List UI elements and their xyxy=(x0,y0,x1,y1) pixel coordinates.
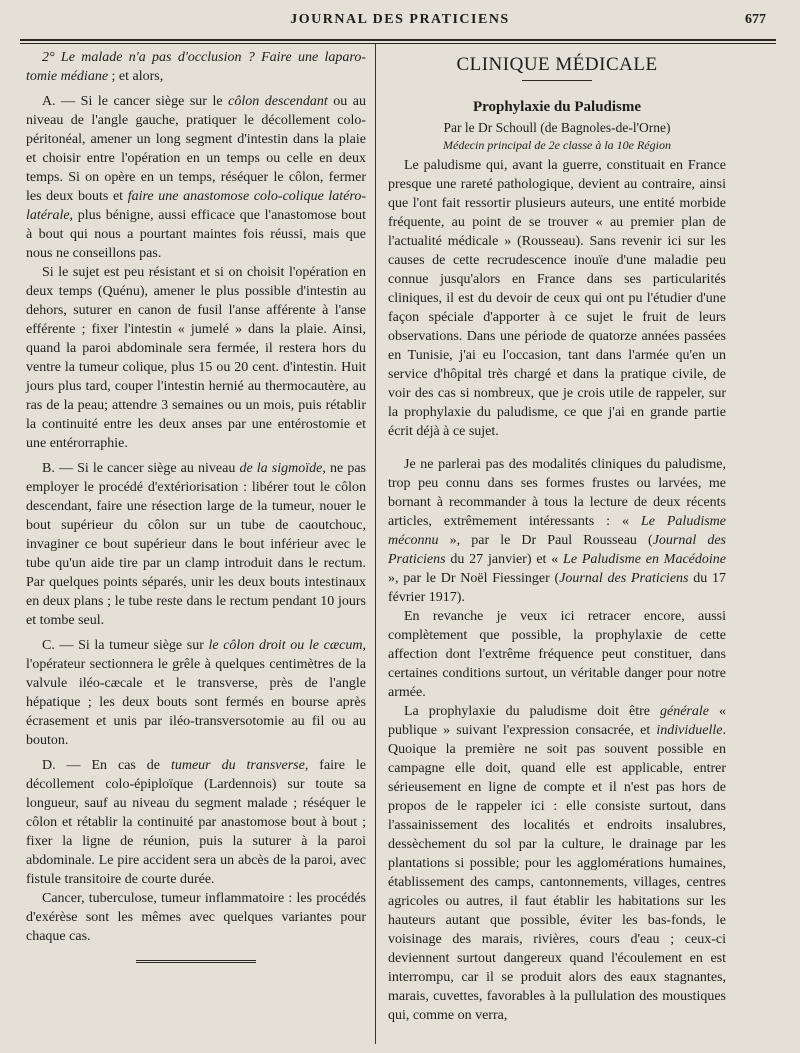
italic-text: de la sigmoïde xyxy=(239,461,323,476)
text-run: , plus bénigne, aussi efficace que l'anastomose bout à bout qui nous a pourtant maintes fois réussi, mais que nous ne conseillons pas. xyxy=(26,208,366,261)
italic-text: le côlon droit ou le cæcum xyxy=(208,638,363,653)
paragraph xyxy=(388,455,726,607)
text-run: Le paludisme qui, avant la guerre, constituait en France presque une rareté pathologique, devient au contraire, ainsi que l'ont fait ressortir plusieurs auteurs, une entité morbide fréquente, au point de se trouver « au premier plan de l'actualité médicale » (Rousseau). Sans revenir ici sur les causes de cette recrudescence inouïe d'une maladie peu connue jusqu'alors en France dans ses particularités cliniques, il est du devoir de ceux qui ont pu l'étudier d'une façon spéciale d'apporter à ce sujet le fruit de leurs observations. Dans une période de quatorze années passées en Tunisie, j'ai eu l'occasion, tant dans l'armée qu'en un service d'hôpital très chargé et dans la pratique civile, de voir des cas si nombreux, que je crois utile de rappeler, sur la prophylaxie du paludisme, ce que j'ai en grande partie écrit déjà à ce sujet. xyxy=(388,158,726,439)
text-run: En revanche je veux ici retracer encore, aussi complètement que possible, la prophylaxie de cette affection dont l'extrême fréquence peut constituer, dans certaines conditions surtout, un véritable danger pour notre armée. xyxy=(388,609,726,700)
left-column xyxy=(26,48,366,965)
italic-text: Le Paludisme méconnu xyxy=(388,514,726,548)
paragraph xyxy=(388,156,726,441)
header-rule-thin xyxy=(20,43,776,44)
author-title: Médecin principal de 2e classe à la 10e Région xyxy=(443,138,671,152)
column-divider xyxy=(375,44,376,1044)
italic-text: individuelle xyxy=(656,723,723,738)
text-run: du 17 février 1917). xyxy=(388,571,727,605)
text-run: D. — En cas de xyxy=(42,758,171,773)
header-rule xyxy=(20,39,776,41)
end-of-article-rule xyxy=(136,960,256,965)
text-run: , l'opérateur sectionnera le grêle à quelques centimètres de la valvule iléo-cæcale et le transverse, près de l'angle hépatique ; les deux bouts sont fermés en bourse après écrasement et unis par iléo-transversotomie au fil ou au bouton. xyxy=(26,638,366,748)
right-column xyxy=(388,48,726,1025)
journal-title: JOURNAL DES PRATICIENS xyxy=(290,12,510,27)
text-run: B. — Si le cancer siège au niveau xyxy=(42,461,240,476)
text-run: La prophylaxie du paludisme doit être xyxy=(404,704,660,719)
page-header xyxy=(20,12,780,34)
text-run: », par le Dr Paul Rousseau ( xyxy=(438,533,653,548)
italic-text: côlon descendant xyxy=(228,94,328,109)
article-byline: Par le Dr Schoull (de Bagnoles-de-l'Orne) xyxy=(443,120,671,135)
paragraph xyxy=(388,607,726,702)
text-run: . Quoique la première ne soit pas souvent possible en campagne elle doit, quand elle est applicable, entrer sérieusement en ligne de compte et il n'est pas hors de propos de le rappeler ici : elle consiste surtout, dans l'assainissement des localités et endroits insalubres, dessèchement du sol par la culture, le drainage par les plantations si possible; pour les agglomérations humaines, établissement des camps, cantonnements, villages, centres agricoles ou autres, il faut établir les habitations sur les hauteurs autant que possible, éviter les bas-fonds, le voisinage des marais, rivières, cours d'eau ; ceux-ci deviennent surtout dangereux quand l'écoulement en est interrompu, car il se produit alors des eaux stagnantes, marais, cuvettes, favorables à la pullulation des moustiques qui, comme on verra, xyxy=(388,723,726,1023)
paragraph xyxy=(26,889,366,946)
text-run: du 27 janvier) et « xyxy=(445,552,564,567)
text-run: , ne pas employer le procédé d'extériorisation : libérer tout le côlon descendant, faire une résection large de la tumeur, nouer le bout supérieur du côlon sur un tube de caoutchouc, invaginer ce bout supérieur dans le bout inférieur avec le tube qu'un aide tire par un clamp introduit dans le rectum. Par quelques points séparés, unir les deux bouts intestinaux en deux plans ; le tube reste dans le rectum pendant 10 jours et tombe seul. xyxy=(26,461,367,628)
text-run: « publique » suivant l'expression consacrée, et xyxy=(388,704,726,738)
title-rule xyxy=(522,80,592,81)
italic-text: Journal des Praticiens xyxy=(388,533,726,567)
paragraph-section-d xyxy=(26,756,366,889)
paragraph xyxy=(388,702,726,1025)
paragraph-section-a xyxy=(26,92,366,263)
text-run: , faire le décollement colo-épiploïque (Lardennois) sur toute sa longueur, sauf au niveau du segment malade ; réséquer le côlon et rétablir la continuité par anastomose bout à bout ; fixer la ligne de réunion, puis la suturer à la paroi abdominale. Le pire accident sera un abcès de la paroi, avec fistule transitoire de courte durée. xyxy=(26,758,366,887)
text-run: A. — Si le cancer siège sur le xyxy=(42,94,229,109)
italic-text: Le Paludisme en Macédoine xyxy=(563,552,726,567)
text-run: ; et alors, xyxy=(108,69,164,84)
italic-text: Journal des Praticiens xyxy=(559,571,689,586)
text-run: », par le Dr Noël Fiessinger ( xyxy=(388,571,560,586)
text-run: C. — Si la tumeur siège sur xyxy=(42,638,209,653)
text-run: Cancer, tuberculose, tumeur inflammatoire : les procédés d'exérèse sont les mêmes avec quelques variantes pour chaque cas. xyxy=(26,891,366,944)
article-title: Prophylaxie du Paludisme xyxy=(472,99,642,115)
italic-text: générale xyxy=(660,704,709,719)
section-title: CLINIQUE MÉDICALE xyxy=(456,54,658,75)
paragraph xyxy=(26,263,366,453)
paragraph-section-b xyxy=(26,459,366,630)
page-number: 677 xyxy=(745,12,766,27)
paragraph-section-c xyxy=(26,636,366,750)
text-run: ou au niveau de l'angle gauche, pratiquer le décollement colo-péritonéal, amener un long segment d'intestin dans la plaie et choisir entre l'opération en un temps ou celle en deux temps. Si on opère en un temps, réséquer le côlon, fermer les deux bouts et xyxy=(26,94,367,204)
text-run: Je ne parlerai pas des modalités cliniques du paludisme, trop peu connu dans ses formes frustes ou larvées, me bornant à recommander à tous la lecture de deux récents articles, extrêmement intéressants : « xyxy=(388,457,726,529)
italic-text: tumeur du transverse xyxy=(170,758,305,773)
italic-text: faire une anastomose colo-colique latéro-latérale xyxy=(26,189,366,223)
paragraph xyxy=(26,48,366,86)
italic-text: 2° Le malade n'a pas d'occlusion ? Faire une laparo-tomie médiane xyxy=(26,50,366,84)
text-run: Si le sujet est peu résistant et si on choisit l'opération en deux temps (Quénu), amener le plus possible d'intestin au dehors, suturer en canon de fusil l'anse afférente à l'anse efférente ; fixer l'intestin « jumelé » dans la plaie. Ainsi, quand la paroi abdominale sera fermée, il restera hors du ventre la tumeur colique, plus 15 ou 20 cent. d'intestin. Huit jours plus tard, couper l'intestin hernié au thermocautère, au ras de la peau; attendre 3 semaines ou un mois, puis rétablir la continuité entre les deux anses par une entérostomie et une entérorraphie. xyxy=(26,265,366,451)
